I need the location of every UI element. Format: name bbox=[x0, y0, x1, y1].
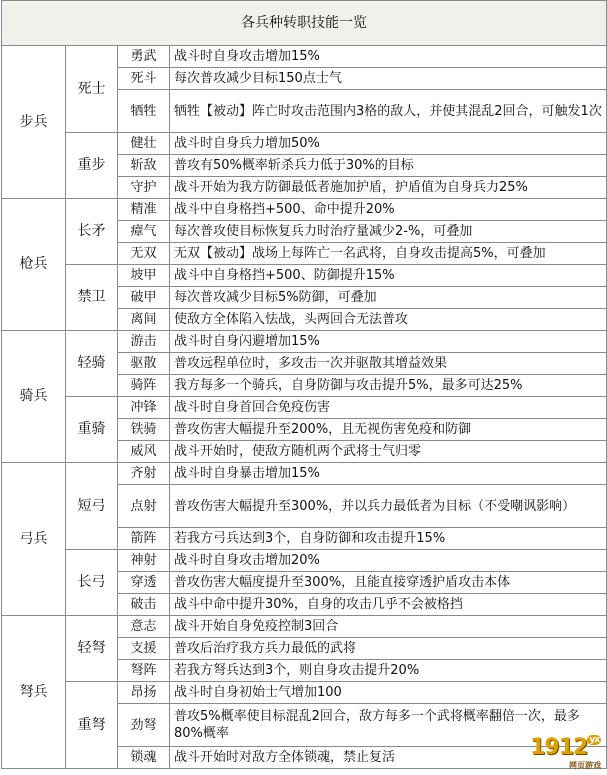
skill-name-cell: 神射 bbox=[118, 550, 170, 572]
skill-desc-cell: 每次普攻减少目标5%防御，可叠加 bbox=[170, 287, 607, 309]
skill-name-cell: 支援 bbox=[118, 638, 170, 660]
skill-desc-cell: 战斗中自身格挡+500、命中提升20% bbox=[170, 199, 607, 221]
skill-name-cell: 守护 bbox=[118, 177, 170, 199]
skill-name-cell: 意志 bbox=[118, 616, 170, 638]
skill-name-cell: 破甲 bbox=[118, 287, 170, 309]
skill-desc-cell: 每次普攻减少目标150点士气 bbox=[170, 68, 607, 90]
class-cell: 禁卫 bbox=[66, 265, 118, 331]
skills-table-body bbox=[2, 1, 607, 769]
skill-row bbox=[2, 46, 607, 68]
skill-desc-cell: 战斗开始时，使敌方随机两个武将士气归零 bbox=[170, 441, 607, 463]
unit-type-cell: 弩兵 bbox=[2, 616, 66, 769]
skill-name-cell: 劲弩 bbox=[118, 704, 170, 747]
skill-desc-cell: 战斗时自身暴击增加15% bbox=[170, 463, 607, 485]
title-row bbox=[2, 1, 607, 46]
skill-row bbox=[2, 265, 607, 287]
skill-desc-cell: 牺牲【被动】阵亡时攻击范围内3格的敌人，并使其混乱2回合，可触发1次 bbox=[170, 90, 607, 133]
unit-type-cell: 枪兵 bbox=[2, 199, 66, 331]
skill-name-cell: 精准 bbox=[118, 199, 170, 221]
skill-desc-cell: 普攻伤害大幅提升至300%，并以兵力最低者为目标（不受嘲讽影响） bbox=[170, 485, 607, 528]
skill-name-cell: 离间 bbox=[118, 309, 170, 331]
skill-name-cell: 铁骑 bbox=[118, 419, 170, 441]
unit-type-cell: 步兵 bbox=[2, 46, 66, 199]
skill-name-cell: 昂扬 bbox=[118, 682, 170, 704]
skill-desc-cell: 战斗时自身初始士气增加100 bbox=[170, 682, 607, 704]
skill-row bbox=[2, 397, 607, 419]
class-cell: 死士 bbox=[66, 46, 118, 133]
unit-type-cell: 弓兵 bbox=[2, 463, 66, 616]
skill-name-cell: 破击 bbox=[118, 594, 170, 616]
site-logo bbox=[530, 735, 601, 771]
skill-name-cell: 驱散 bbox=[118, 353, 170, 375]
skill-name-cell: 斩敌 bbox=[118, 155, 170, 177]
class-cell: 重骑 bbox=[66, 397, 118, 463]
skill-desc-cell: 战斗开始时对敌方全体锁魂，禁止复活 bbox=[170, 747, 607, 769]
class-cell: 轻骑 bbox=[66, 331, 118, 397]
table-title: 各兵种转职技能一览 bbox=[2, 1, 607, 46]
skill-desc-cell: 普攻伤害大幅度提升至300%，且能直接穿透护盾攻击本体 bbox=[170, 572, 607, 594]
skill-desc-cell: 战斗时自身攻击增加20% bbox=[170, 550, 607, 572]
skill-name-cell: 无双 bbox=[118, 243, 170, 265]
skill-name-cell: 弩阵 bbox=[118, 660, 170, 682]
skill-name-cell: 点射 bbox=[118, 485, 170, 528]
skill-desc-cell: 普攻远程单位时，多攻击一次并驱散其增益效果 bbox=[170, 353, 607, 375]
skill-name-cell: 穿透 bbox=[118, 572, 170, 594]
skill-row bbox=[2, 463, 607, 485]
skill-desc-cell: 若我方弓兵达到3个，自身防御和攻击提升15% bbox=[170, 528, 607, 550]
skill-desc-cell: 战斗中命中提升30%，自身的攻击几乎不会被格挡 bbox=[170, 594, 607, 616]
skill-desc-cell: 我方每多一个骑兵，自身防御与攻击提升5%，最多可达25% bbox=[170, 375, 607, 397]
skill-desc-cell: 战斗中自身格挡+500、防御提升15% bbox=[170, 265, 607, 287]
skill-name-cell: 牺牲 bbox=[118, 90, 170, 133]
skill-name-cell: 瘴气 bbox=[118, 221, 170, 243]
skill-row bbox=[2, 682, 607, 704]
skill-desc-cell: 战斗时自身首回合免疫伤害 bbox=[170, 397, 607, 419]
skill-name-cell: 齐射 bbox=[118, 463, 170, 485]
skill-desc-cell: 普攻5%概率使目标混乱2回合，敌方每多一个武将概率翻倍一次，最多80%概率 bbox=[170, 704, 607, 747]
skill-desc-cell: 无双【被动】战场上每阵亡一名武将，自身攻击提高5%，可叠加 bbox=[170, 243, 607, 265]
skill-desc-cell: 使敌方全体陷入怯战，头两回合无法普攻 bbox=[170, 309, 607, 331]
class-cell: 长矛 bbox=[66, 199, 118, 265]
skill-row bbox=[2, 331, 607, 353]
skill-desc-cell: 每次普攻使目标恢复兵力时治疗量减少2-%，可叠加 bbox=[170, 221, 607, 243]
skill-name-cell: 锁魂 bbox=[118, 747, 170, 769]
skill-row bbox=[2, 550, 607, 572]
logo-badge: yx bbox=[589, 735, 599, 745]
skill-desc-cell: 普攻有50%概率斩杀兵力低于30%的目标 bbox=[170, 155, 607, 177]
skill-name-cell: 骑阵 bbox=[118, 375, 170, 397]
skill-desc-cell: 战斗时自身兵力增加50% bbox=[170, 133, 607, 155]
class-cell: 短弓 bbox=[66, 463, 118, 550]
skill-desc-cell: 战斗时自身攻击增加15% bbox=[170, 46, 607, 68]
skill-desc-cell: 战斗开始为我方防御最低者施加护盾，护盾值为自身兵力25% bbox=[170, 177, 607, 199]
skill-row bbox=[2, 199, 607, 221]
skill-name-cell: 健壮 bbox=[118, 133, 170, 155]
logo-text: 1912 bbox=[530, 735, 588, 760]
skills-table bbox=[1, 0, 607, 769]
skill-desc-cell: 战斗时自身闪避增加15% bbox=[170, 331, 607, 353]
logo-subtitle: 网页游戏 bbox=[569, 761, 601, 770]
skill-name-cell: 坡甲 bbox=[118, 265, 170, 287]
unit-type-cell: 骑兵 bbox=[2, 331, 66, 463]
skill-name-cell: 威风 bbox=[118, 441, 170, 463]
skill-desc-cell: 战斗开始自身免疫控制3回合 bbox=[170, 616, 607, 638]
skill-name-cell: 游击 bbox=[118, 331, 170, 353]
skill-name-cell: 箭阵 bbox=[118, 528, 170, 550]
class-cell: 轻弩 bbox=[66, 616, 118, 682]
skill-row bbox=[2, 616, 607, 638]
skill-desc-cell: 若我方弩兵达到3个，则自身攻击提升20% bbox=[170, 660, 607, 682]
skill-name-cell: 死斗 bbox=[118, 68, 170, 90]
class-cell: 重步 bbox=[66, 133, 118, 199]
skill-row bbox=[2, 133, 607, 155]
class-cell: 重弩 bbox=[66, 682, 118, 769]
skill-desc-cell: 普攻后治疗我方兵力最低的武将 bbox=[170, 638, 607, 660]
class-cell: 长弓 bbox=[66, 550, 118, 616]
skill-name-cell: 冲锋 bbox=[118, 397, 170, 419]
skill-name-cell: 勇武 bbox=[118, 46, 170, 68]
skill-desc-cell: 普攻伤害大幅提升至200%，且无视伤害免疫和防御 bbox=[170, 419, 607, 441]
